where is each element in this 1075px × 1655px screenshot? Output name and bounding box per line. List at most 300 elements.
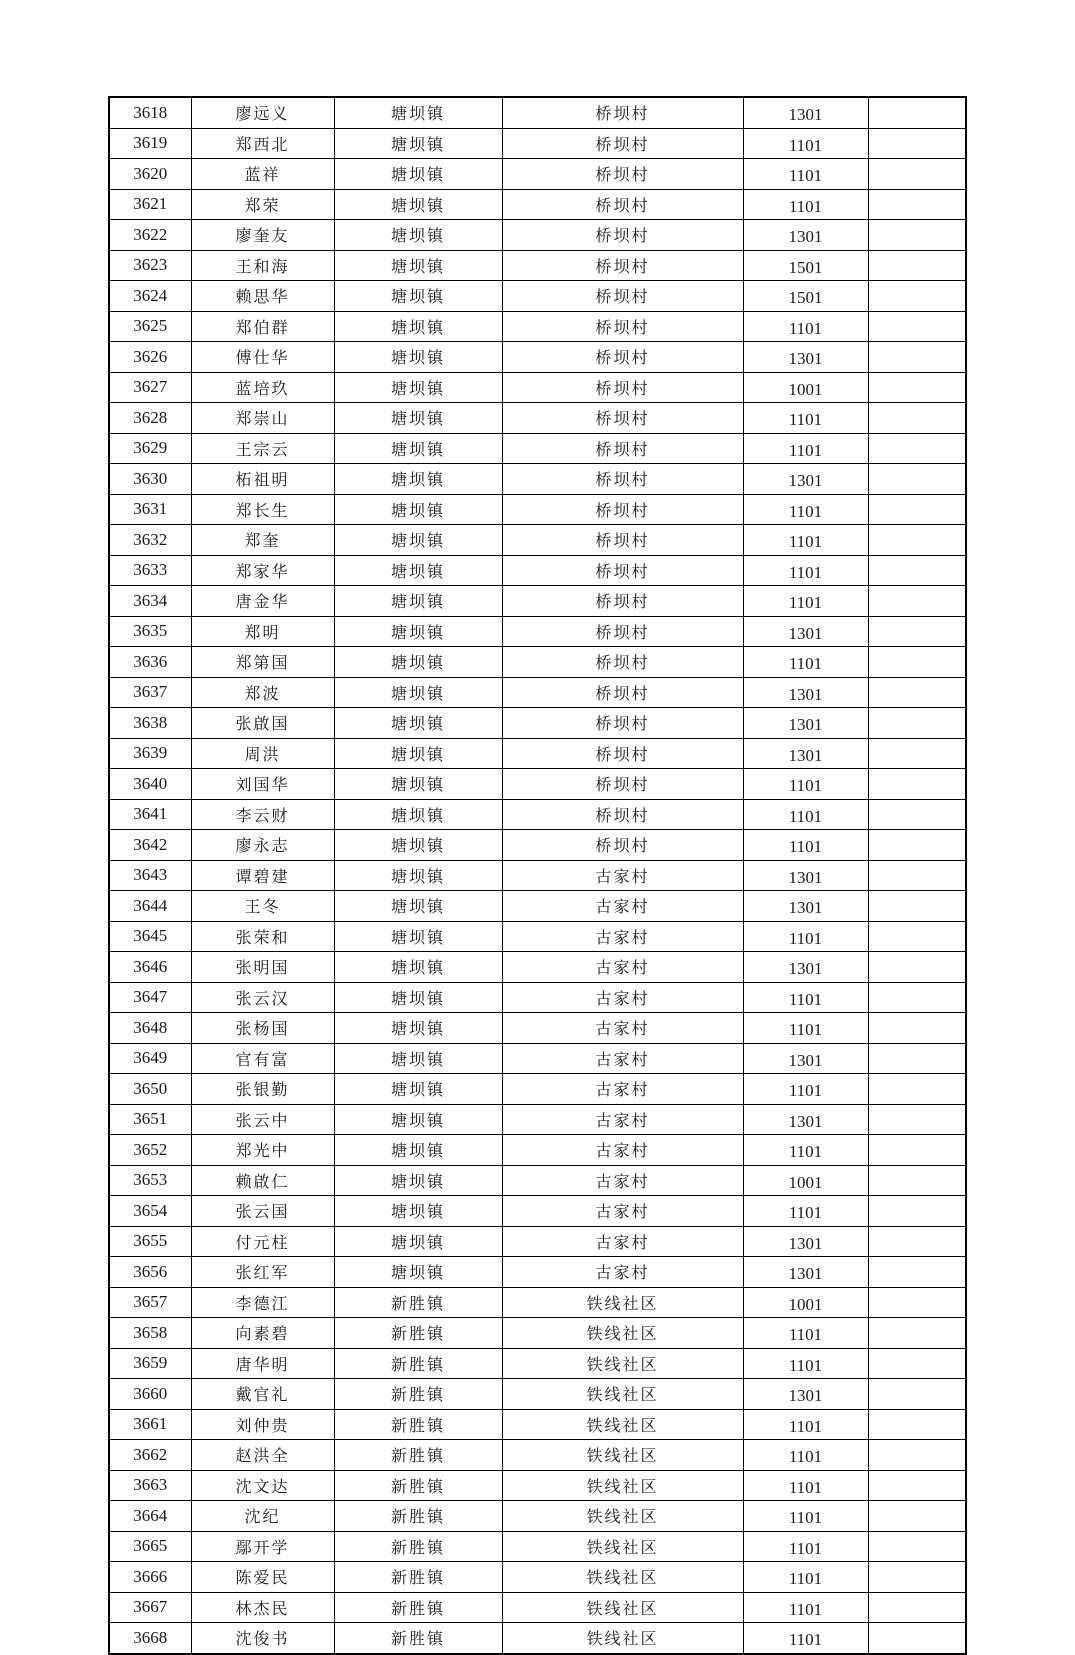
person-name-cell: 沈文达 <box>191 1470 334 1501</box>
town-cell: 新胜镇 <box>334 1287 502 1318</box>
table-row <box>109 1470 966 1501</box>
row-number-cell: 3633 <box>109 555 191 586</box>
blank-cell <box>868 250 966 281</box>
town-cell: 塘坝镇 <box>334 464 502 495</box>
town-cell: 新胜镇 <box>334 1409 502 1440</box>
blank-cell <box>868 1562 966 1593</box>
row-number-cell: 3668 <box>109 1623 191 1654</box>
code-cell: 1301 <box>743 1257 868 1288</box>
table-row <box>109 952 966 983</box>
town-cell: 塘坝镇 <box>334 982 502 1013</box>
town-cell: 新胜镇 <box>334 1379 502 1410</box>
village-cell: 桥坝村 <box>502 128 743 159</box>
village-cell: 铁线社区 <box>502 1623 743 1654</box>
row-number-cell: 3625 <box>109 311 191 342</box>
row-number-cell: 3644 <box>109 891 191 922</box>
row-number-cell: 3646 <box>109 952 191 983</box>
code-cell: 1101 <box>743 1440 868 1471</box>
table-row <box>109 1257 966 1288</box>
village-cell: 铁线社区 <box>502 1409 743 1440</box>
table-row <box>109 464 966 495</box>
person-name-cell: 王宗云 <box>191 433 334 464</box>
person-name-cell: 廖远义 <box>191 97 334 128</box>
row-number-cell: 3643 <box>109 860 191 891</box>
table-row <box>109 1562 966 1593</box>
village-cell: 桥坝村 <box>502 311 743 342</box>
code-cell: 1101 <box>743 1013 868 1044</box>
person-name-cell: 向素碧 <box>191 1318 334 1349</box>
table-row <box>109 372 966 403</box>
code-cell: 1301 <box>743 464 868 495</box>
person-name-cell: 赖思华 <box>191 281 334 312</box>
town-cell: 新胜镇 <box>334 1348 502 1379</box>
person-name-cell: 张云国 <box>191 1196 334 1227</box>
blank-cell <box>868 616 966 647</box>
person-name-cell: 傅仕华 <box>191 342 334 373</box>
town-cell: 塘坝镇 <box>334 555 502 586</box>
town-cell: 塘坝镇 <box>334 159 502 190</box>
code-cell: 1301 <box>743 738 868 769</box>
village-cell: 铁线社区 <box>502 1348 743 1379</box>
code-cell: 1101 <box>743 921 868 952</box>
town-cell: 塘坝镇 <box>334 677 502 708</box>
person-name-cell: 王和海 <box>191 250 334 281</box>
town-cell: 塘坝镇 <box>334 311 502 342</box>
village-cell: 铁线社区 <box>502 1531 743 1562</box>
blank-cell <box>868 769 966 800</box>
village-cell: 古家村 <box>502 1043 743 1074</box>
table-row <box>109 1623 966 1654</box>
town-cell: 塘坝镇 <box>334 281 502 312</box>
code-cell: 1301 <box>743 220 868 251</box>
code-cell: 1101 <box>743 403 868 434</box>
code-cell: 1101 <box>743 1074 868 1105</box>
code-cell: 1001 <box>743 1287 868 1318</box>
person-name-cell: 付元柱 <box>191 1226 334 1257</box>
roster-table-body <box>109 97 966 1654</box>
town-cell: 塘坝镇 <box>334 1196 502 1227</box>
table-row <box>109 860 966 891</box>
village-cell: 桥坝村 <box>502 738 743 769</box>
blank-cell <box>868 1592 966 1623</box>
person-name-cell: 周洪 <box>191 738 334 769</box>
code-cell: 1101 <box>743 1135 868 1166</box>
person-name-cell: 郑波 <box>191 677 334 708</box>
row-number-cell: 3635 <box>109 616 191 647</box>
blank-cell <box>868 403 966 434</box>
code-cell: 1301 <box>743 1043 868 1074</box>
town-cell: 塘坝镇 <box>334 738 502 769</box>
blank-cell <box>868 128 966 159</box>
blank-cell <box>868 433 966 464</box>
code-cell: 1101 <box>743 830 868 861</box>
code-cell: 1301 <box>743 952 868 983</box>
blank-cell <box>868 159 966 190</box>
code-cell: 1001 <box>743 372 868 403</box>
table-row <box>109 1501 966 1532</box>
town-cell: 塘坝镇 <box>334 1043 502 1074</box>
row-number-cell: 3638 <box>109 708 191 739</box>
row-number-cell: 3634 <box>109 586 191 617</box>
village-cell: 桥坝村 <box>502 647 743 678</box>
row-number-cell: 3631 <box>109 494 191 525</box>
row-number-cell: 3655 <box>109 1226 191 1257</box>
row-number-cell: 3659 <box>109 1348 191 1379</box>
blank-cell <box>868 860 966 891</box>
table-row <box>109 1196 966 1227</box>
town-cell: 塘坝镇 <box>334 1135 502 1166</box>
table-row <box>109 921 966 952</box>
table-row <box>109 1043 966 1074</box>
village-cell: 铁线社区 <box>502 1287 743 1318</box>
row-number-cell: 3622 <box>109 220 191 251</box>
person-name-cell: 郑奎 <box>191 525 334 556</box>
code-cell: 1301 <box>743 677 868 708</box>
village-cell: 铁线社区 <box>502 1501 743 1532</box>
town-cell: 塘坝镇 <box>334 921 502 952</box>
row-number-cell: 3654 <box>109 1196 191 1227</box>
code-cell: 1101 <box>743 1409 868 1440</box>
person-name-cell: 官有富 <box>191 1043 334 1074</box>
person-name-cell: 张云汉 <box>191 982 334 1013</box>
person-name-cell: 唐金华 <box>191 586 334 617</box>
row-number-cell: 3619 <box>109 128 191 159</box>
person-name-cell: 郑家华 <box>191 555 334 586</box>
code-cell: 1101 <box>743 982 868 1013</box>
town-cell: 塘坝镇 <box>334 128 502 159</box>
table-row <box>109 1135 966 1166</box>
blank-cell <box>868 220 966 251</box>
village-cell: 桥坝村 <box>502 555 743 586</box>
village-cell: 古家村 <box>502 1257 743 1288</box>
village-cell: 古家村 <box>502 1074 743 1105</box>
code-cell: 1301 <box>743 1104 868 1135</box>
town-cell: 新胜镇 <box>334 1531 502 1562</box>
blank-cell <box>868 189 966 220</box>
person-name-cell: 郑第国 <box>191 647 334 678</box>
blank-cell <box>868 982 966 1013</box>
blank-cell <box>868 1409 966 1440</box>
person-name-cell: 蓝祥 <box>191 159 334 190</box>
table-row <box>109 1348 966 1379</box>
code-cell: 1101 <box>743 128 868 159</box>
row-number-cell: 3666 <box>109 1562 191 1593</box>
town-cell: 塘坝镇 <box>334 525 502 556</box>
table-row <box>109 342 966 373</box>
blank-cell <box>868 1226 966 1257</box>
row-number-cell: 3649 <box>109 1043 191 1074</box>
blank-cell <box>868 647 966 678</box>
person-name-cell: 张杨国 <box>191 1013 334 1044</box>
row-number-cell: 3665 <box>109 1531 191 1562</box>
blank-cell <box>868 677 966 708</box>
row-number-cell: 3626 <box>109 342 191 373</box>
village-cell: 铁线社区 <box>502 1592 743 1623</box>
table-row <box>109 97 966 128</box>
blank-cell <box>868 342 966 373</box>
person-name-cell: 郑崇山 <box>191 403 334 434</box>
table-row <box>109 738 966 769</box>
code-cell: 1101 <box>743 1318 868 1349</box>
town-cell: 新胜镇 <box>334 1318 502 1349</box>
code-cell: 1301 <box>743 860 868 891</box>
row-number-cell: 3628 <box>109 403 191 434</box>
village-cell: 桥坝村 <box>502 281 743 312</box>
village-cell: 古家村 <box>502 1104 743 1135</box>
table-row <box>109 555 966 586</box>
table-row <box>109 433 966 464</box>
person-name-cell: 陈爱民 <box>191 1562 334 1593</box>
blank-cell <box>868 1287 966 1318</box>
code-cell: 1301 <box>743 891 868 922</box>
code-cell: 1101 <box>743 189 868 220</box>
village-cell: 古家村 <box>502 921 743 952</box>
person-name-cell: 李云财 <box>191 799 334 830</box>
row-number-cell: 3636 <box>109 647 191 678</box>
town-cell: 新胜镇 <box>334 1440 502 1471</box>
town-cell: 塘坝镇 <box>334 586 502 617</box>
code-cell: 1101 <box>743 494 868 525</box>
person-name-cell: 戴官礼 <box>191 1379 334 1410</box>
town-cell: 塘坝镇 <box>334 1257 502 1288</box>
person-name-cell: 鄢开学 <box>191 1531 334 1562</box>
town-cell: 塘坝镇 <box>334 860 502 891</box>
table-row <box>109 982 966 1013</box>
blank-cell <box>868 586 966 617</box>
code-cell: 1301 <box>743 1226 868 1257</box>
village-cell: 桥坝村 <box>502 97 743 128</box>
town-cell: 塘坝镇 <box>334 616 502 647</box>
blank-cell <box>868 738 966 769</box>
village-cell: 铁线社区 <box>502 1470 743 1501</box>
blank-cell <box>868 555 966 586</box>
village-cell: 古家村 <box>502 860 743 891</box>
village-cell: 古家村 <box>502 1226 743 1257</box>
code-cell: 1101 <box>743 159 868 190</box>
village-cell: 桥坝村 <box>502 830 743 861</box>
town-cell: 塘坝镇 <box>334 250 502 281</box>
town-cell: 新胜镇 <box>334 1501 502 1532</box>
row-number-cell: 3627 <box>109 372 191 403</box>
person-name-cell: 赵洪全 <box>191 1440 334 1471</box>
person-name-cell: 张红军 <box>191 1257 334 1288</box>
blank-cell <box>868 494 966 525</box>
town-cell: 塘坝镇 <box>334 342 502 373</box>
village-cell: 铁线社区 <box>502 1379 743 1410</box>
person-name-cell: 王冬 <box>191 891 334 922</box>
table-row <box>109 128 966 159</box>
village-cell: 桥坝村 <box>502 464 743 495</box>
row-number-cell: 3660 <box>109 1379 191 1410</box>
row-number-cell: 3647 <box>109 982 191 1013</box>
table-row <box>109 586 966 617</box>
code-cell: 1101 <box>743 1592 868 1623</box>
table-row <box>109 830 966 861</box>
town-cell: 新胜镇 <box>334 1592 502 1623</box>
village-cell: 桥坝村 <box>502 189 743 220</box>
blank-cell <box>868 1501 966 1532</box>
blank-cell <box>868 525 966 556</box>
town-cell: 塘坝镇 <box>334 799 502 830</box>
village-cell: 桥坝村 <box>502 525 743 556</box>
blank-cell <box>868 1379 966 1410</box>
row-number-cell: 3637 <box>109 677 191 708</box>
town-cell: 新胜镇 <box>334 1470 502 1501</box>
village-cell: 铁线社区 <box>502 1562 743 1593</box>
village-cell: 桥坝村 <box>502 677 743 708</box>
town-cell: 塘坝镇 <box>334 220 502 251</box>
person-name-cell: 刘仲贵 <box>191 1409 334 1440</box>
person-name-cell: 张荣和 <box>191 921 334 952</box>
row-number-cell: 3662 <box>109 1440 191 1471</box>
person-name-cell: 谭碧建 <box>191 860 334 891</box>
row-number-cell: 3640 <box>109 769 191 800</box>
table-row <box>109 1379 966 1410</box>
code-cell: 1501 <box>743 281 868 312</box>
code-cell: 1101 <box>743 769 868 800</box>
town-cell: 塘坝镇 <box>334 1074 502 1105</box>
person-name-cell: 郑长生 <box>191 494 334 525</box>
person-name-cell: 林杰民 <box>191 1592 334 1623</box>
town-cell: 塘坝镇 <box>334 189 502 220</box>
town-cell: 塘坝镇 <box>334 769 502 800</box>
village-cell: 古家村 <box>502 952 743 983</box>
table-row <box>109 647 966 678</box>
table-row <box>109 1104 966 1135</box>
blank-cell <box>868 921 966 952</box>
table-row <box>109 220 966 251</box>
person-name-cell: 张银勤 <box>191 1074 334 1105</box>
code-cell: 1101 <box>743 799 868 830</box>
blank-cell <box>868 708 966 739</box>
code-cell: 1101 <box>743 1623 868 1654</box>
code-cell: 1301 <box>743 708 868 739</box>
person-name-cell: 蓝培玖 <box>191 372 334 403</box>
code-cell: 1301 <box>743 1379 868 1410</box>
village-cell: 桥坝村 <box>502 494 743 525</box>
code-cell: 1501 <box>743 250 868 281</box>
table-row <box>109 281 966 312</box>
village-cell: 铁线社区 <box>502 1318 743 1349</box>
row-number-cell: 3656 <box>109 1257 191 1288</box>
table-row <box>109 525 966 556</box>
blank-cell <box>868 311 966 342</box>
code-cell: 1101 <box>743 555 868 586</box>
table-row <box>109 891 966 922</box>
village-cell: 古家村 <box>502 1165 743 1196</box>
table-row <box>109 616 966 647</box>
village-cell: 桥坝村 <box>502 403 743 434</box>
row-number-cell: 3667 <box>109 1592 191 1623</box>
blank-cell <box>868 1104 966 1135</box>
row-number-cell: 3632 <box>109 525 191 556</box>
row-number-cell: 3641 <box>109 799 191 830</box>
town-cell: 塘坝镇 <box>334 647 502 678</box>
village-cell: 桥坝村 <box>502 250 743 281</box>
village-cell: 桥坝村 <box>502 799 743 830</box>
row-number-cell: 3642 <box>109 830 191 861</box>
row-number-cell: 3664 <box>109 1501 191 1532</box>
code-cell: 1101 <box>743 1470 868 1501</box>
town-cell: 塘坝镇 <box>334 1226 502 1257</box>
person-name-cell: 郑伯群 <box>191 311 334 342</box>
table-row <box>109 1287 966 1318</box>
person-name-cell: 唐华明 <box>191 1348 334 1379</box>
blank-cell <box>868 1013 966 1044</box>
village-cell: 桥坝村 <box>502 616 743 647</box>
village-cell: 桥坝村 <box>502 220 743 251</box>
code-cell: 1001 <box>743 1165 868 1196</box>
person-name-cell: 张啟国 <box>191 708 334 739</box>
village-cell: 桥坝村 <box>502 708 743 739</box>
town-cell: 塘坝镇 <box>334 952 502 983</box>
village-cell: 桥坝村 <box>502 769 743 800</box>
town-cell: 塘坝镇 <box>334 403 502 434</box>
person-name-cell: 沈纪 <box>191 1501 334 1532</box>
table-row <box>109 494 966 525</box>
blank-cell <box>868 372 966 403</box>
person-name-cell: 赖啟仁 <box>191 1165 334 1196</box>
blank-cell <box>868 1623 966 1654</box>
town-cell: 新胜镇 <box>334 1562 502 1593</box>
row-number-cell: 3621 <box>109 189 191 220</box>
blank-cell <box>868 1196 966 1227</box>
blank-cell <box>868 464 966 495</box>
town-cell: 塘坝镇 <box>334 1165 502 1196</box>
town-cell: 塘坝镇 <box>334 433 502 464</box>
code-cell: 1101 <box>743 1196 868 1227</box>
table-row <box>109 159 966 190</box>
table-row <box>109 1226 966 1257</box>
row-number-cell: 3629 <box>109 433 191 464</box>
blank-cell <box>868 1318 966 1349</box>
table-row <box>109 1409 966 1440</box>
row-number-cell: 3630 <box>109 464 191 495</box>
code-cell: 1101 <box>743 1501 868 1532</box>
table-row <box>109 1074 966 1105</box>
code-cell: 1101 <box>743 586 868 617</box>
village-cell: 古家村 <box>502 891 743 922</box>
code-cell: 1101 <box>743 525 868 556</box>
village-cell: 桥坝村 <box>502 372 743 403</box>
blank-cell <box>868 799 966 830</box>
village-cell: 古家村 <box>502 1013 743 1044</box>
table-row <box>109 1531 966 1562</box>
table-row <box>109 189 966 220</box>
person-name-cell: 郑西北 <box>191 128 334 159</box>
row-number-cell: 3652 <box>109 1135 191 1166</box>
person-name-cell: 郑光中 <box>191 1135 334 1166</box>
blank-cell <box>868 830 966 861</box>
village-cell: 古家村 <box>502 982 743 1013</box>
table-row <box>109 1592 966 1623</box>
village-cell: 桥坝村 <box>502 159 743 190</box>
row-number-cell: 3651 <box>109 1104 191 1135</box>
person-name-cell: 沈俊书 <box>191 1623 334 1654</box>
table-row <box>109 311 966 342</box>
village-cell: 古家村 <box>502 1196 743 1227</box>
blank-cell <box>868 1531 966 1562</box>
blank-cell <box>868 97 966 128</box>
code-cell: 1101 <box>743 1562 868 1593</box>
village-cell: 桥坝村 <box>502 433 743 464</box>
person-name-cell: 柘祖明 <box>191 464 334 495</box>
village-cell: 桥坝村 <box>502 586 743 617</box>
town-cell: 塘坝镇 <box>334 1013 502 1044</box>
row-number-cell: 3653 <box>109 1165 191 1196</box>
code-cell: 1101 <box>743 1531 868 1562</box>
table-row <box>109 799 966 830</box>
